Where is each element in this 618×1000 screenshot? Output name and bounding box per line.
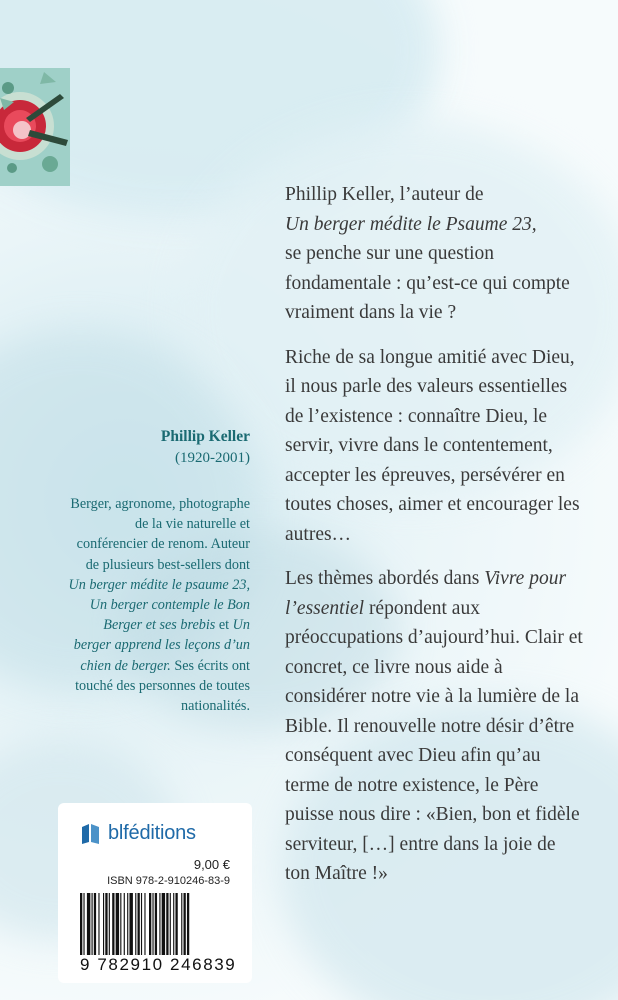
publisher-logo — [80, 819, 196, 847]
blurb-text: Les thèmes abordés dans — [285, 568, 480, 589]
author-name: Phillip Keller — [160, 428, 250, 445]
book-titles: Un berger médite le psaume 23, Un berger contemple le Bon Berger et ses brebis — [68, 576, 250, 634]
blurb-paragraph-1 — [285, 180, 585, 328]
back-cover-blurb — [285, 180, 585, 904]
book-title-reference: Un berger médite le Psaume 23, — [285, 213, 537, 235]
bio-text: Ses écrits ont touché des personnes de toutes nationalités. — [75, 657, 250, 715]
price: 9,00 € — [193, 857, 230, 872]
author-dates: (1920-2001) — [175, 450, 250, 466]
isbn: ISBN 978-2-910246-83-9 — [107, 875, 230, 887]
bio-text: Berger, agronome, photographe de la vie naturelle et conférencier de renom. Auteur de plusieurs best-sellers dont — [70, 496, 250, 573]
barcode — [78, 893, 238, 955]
blurb-text: Phillip Keller, l’auteur de — [285, 184, 484, 205]
bio-text: et — [218, 617, 230, 634]
blurb-paragraph-3 — [285, 564, 585, 889]
barcode-panel — [58, 803, 252, 983]
flower-photo — [0, 68, 70, 186]
blurb-text: se penche sur une question fondamentale : qu’est-ce qui compte vraiment dans la vie ? — [285, 243, 570, 323]
author-bio — [66, 494, 250, 716]
book-title: Un berger apprend les leçons d’un chien de berger. — [73, 617, 250, 674]
book-icon — [80, 821, 102, 845]
blurb-paragraph-2: Riche de sa longue amitié avec Dieu, il nous parle des valeurs essentielles de l’existence : connaître Dieu, le servir, vivre dans le contentement, accepter les épreuves, persévérer en toutes choses, aimer et encourager les autres… — [285, 346, 580, 545]
barcode-digits: 9 782910 246839 — [80, 955, 237, 974]
blurb-text: répondent aux préoccupations d’aujourd’hui. Clair et concret, ce livre nous aide à considérer notre vie à la lumière de la Bible. Il renouvelle notre désir d’être conséquent avec Dieu afin qu’au terme de notre existence, le Père puisse nous dire : «Bien, bon et fidèle serviteur, […] entre dans la joie de ton Maître !» — [285, 597, 583, 884]
book-title: Vivre pour l’essentiel — [285, 568, 567, 619]
publisher-name: blféditions — [108, 821, 196, 844]
